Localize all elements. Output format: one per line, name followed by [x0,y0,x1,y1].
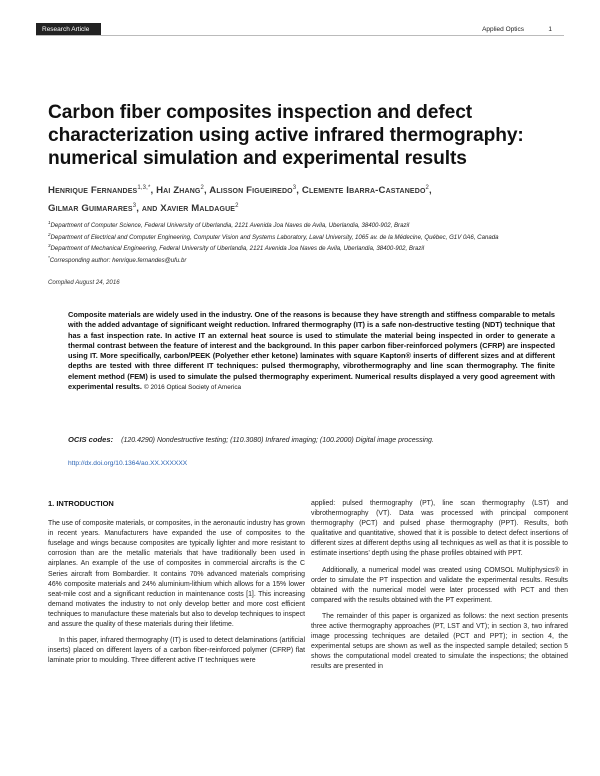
author-conjunction: and [141,202,158,214]
body-paragraph: The remainder of this paper is organized as follows: the next section presents three active thermography approaches (PT, LST and VT); in section 3, two infrared image processing techniques are detailed (PCT and PPT); in section 4, the experimental setups are shown as well as the inspected sample detailed; section 5 shows the computational model created to simulate the inspections; the obtained results are presented in [311,612,568,671]
author-sup: 2 [200,185,204,191]
abstract [68,310,555,393]
body-paragraph: Additionally, a numerical model was created using COMSOL Multiphysics® in order to simulate the PT inspection and validate the experimental results. Results obtained with the numerical model were later processed with PCT and then compared with the results obtained with the PT experiment. [311,566,568,604]
header-rule [36,35,564,36]
journal-name: Applied Optics [482,26,524,33]
author-sup: 3 [132,202,137,209]
corresponding-author: *Corresponding author: henrique.fernandes@ufu.br [48,254,187,264]
abstract-text: Composite materials are widely used in the industry. One of the reasons is because they have strength and stiffness comparable to metals with the added advantage of significant weight reduction. Infrared thermography (IT) is a safe non-destructive testing (NDT) technique that has a fast inspection rate. In active IT an external heat source is used to stimulate the material being inspected in order to generate a thermal contrast between the feature of interest and the background. In this paper carbon fiber-reinforced polymers (CFRP) are inspected using IT. More specifically, carbon/PEEK (Polyether ether ketone) laminates with square Kapton® inserts of different sizes and at different depths are tested with three different IT techniques: pulsed thermography, vibrothermography and line scan thermography. The finite element method (FEM) is used to simulate the pulsed thermography experiment. Numerical results displayed a very good agreement with experimental results. [68,310,555,392]
affiliation-item: $^3$Department of Mechanical Engineering, Federal University of Uberlandia, 2121 Avenida Joa Naves de Avila, Uberlandia, 38400-902, Brazil [48,243,425,253]
affiliation-item: $^1$Department of Computer Science, Federal University of Uberlandia, 2121 Avenida Joa Naves de Avila, Uberlandia, 38400-902, Brazil [48,220,410,230]
author-list [48,181,568,216]
author-name: Clemente Ibarra-Castanedo [301,185,426,197]
ocis-value: (120.4290) Nondestructive testing; (110.3080) Infrared imaging; (100.2000) Digital image processing. [121,437,434,444]
author-name: Henrique Fernandes [48,185,138,197]
body-column-left [48,499,305,672]
author-sup: 1,3,* [137,185,151,191]
page-number: 1 [548,26,552,33]
body-column-right [311,499,568,679]
affiliation-item: $^2$Department of Electrical and Computer Engineering, Computer Vision and Systems Laboratory, Laval University, 1065 av. de la Médecine, Québec, G1V 0A6, Canada [48,231,499,241]
body-paragraph: In this paper, infrared thermography (IT) is used to detect delaminations (artificial inserts) placed on different layers of a carbon fiber-reinforced polymer (CFRP) flat laminate prior to moulding. Three different active IT techniques were [48,637,305,665]
author-line-1: Henrique Fernandes$^{1,3,*}$, Hai Zhang$^2$, Alisson Figueiredo$^3$, Clemente Ibarra-Castanedo$^2$, [48,185,432,197]
section-heading: 1. INTRODUCTION [48,499,114,508]
author-line-2: Gilmar Guimarares$^3$, and Xavier Maldague$^2$ [48,202,239,214]
body-paragraph: The use of composite materials, or composites, in the aeronautic industry has grown in recent years. Manufacturers have expanded the use of composites to the fuselage and wings because composites are typically lighter and more resistant to corrosion than are the metallic materials that have traditionally been used in airplanes. An example of the use of composites in commercial aircrafts is the C Series aircraft from Bombardier. It contains 70% advanced materials comprising 46% composite materials and 24% aluminium-lithium which allows for a 15% lower seat-mile cost and a significant reduction in maintenance costs [1]. This increasing demand motivates the industry to not only develop better and more cost efficient techniques to manufacture these materials but also to develop techniques to inspect and assure the quality of these materials during their lifetime. [48,520,305,629]
author-name: Gilmar Guimarares [48,202,133,214]
copyright-notice: © 2016 Optical Society of America [144,384,242,392]
author-sup: 2 [235,202,239,209]
paper-title: Carbon fiber composites inspection and defect characterization using active infrared thermography: numerical simulation and experimental results [48,102,524,169]
author-sup: 2 [425,185,430,191]
author-name: Hai Zhang [156,185,201,197]
doi-link[interactable]: http://dx.doi.org/10.1364/ao.XX.XXXXXX [68,460,188,467]
body-paragraph: applied: pulsed thermography (PT), line scan thermography (LST) and vibrothermography (VT). Data was processed with principal component thermography (PCT) and pulsed phase thermography (PPT). Results, both qualitative and quantitative, showed that it is possible to detect defect insertions of different sizes at different depths using all techniques as well as that it is possible to estimate insertions' depth using the phase profiles obtained with PPT. [311,500,568,558]
article-type-tag: Research Article [36,23,101,36]
ocis-codes [68,435,558,446]
affiliations [48,219,564,266]
author-name: Alisson Figueiredo [209,185,293,197]
ocis-label: OCIS codes: [68,435,114,444]
compiled-date: Compiled August 24, 2016 [48,279,120,286]
running-header [36,23,564,36]
author-name: Xavier Maldague [160,202,236,214]
author-sup: 3 [292,185,297,191]
